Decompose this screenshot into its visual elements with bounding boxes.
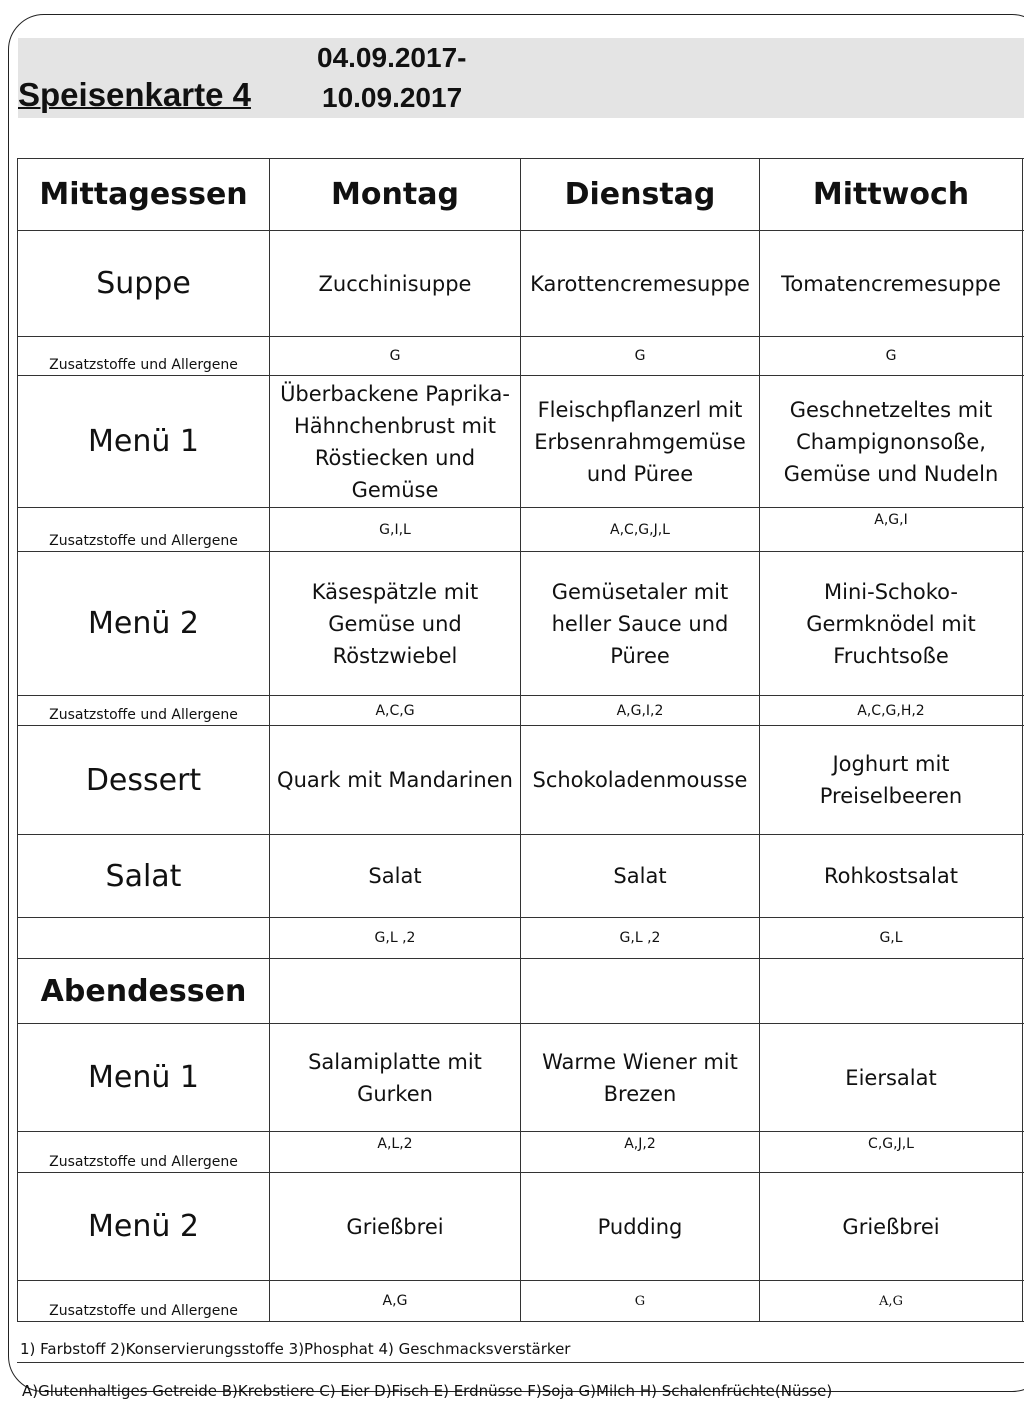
date-range-start: 04.09.2017-: [317, 42, 467, 73]
row-label-dessert: Dessert: [18, 726, 270, 835]
dish-salat-montag: Salat: [270, 835, 521, 918]
header-row: [18, 159, 1024, 231]
allergen-salat-montag: G,L ,2: [270, 918, 521, 959]
row-dinner-menu2: [18, 1173, 1024, 1281]
dish-dinner-menu1-montag: Salamiplatte mit Gurken: [270, 1024, 521, 1132]
allergen-menu2-dienstag: A,G,I,2: [521, 696, 760, 726]
row-allergen-menu1: [18, 508, 1024, 552]
row-menu1: [18, 376, 1024, 508]
dish-dessert-dienstag: Schokoladenmousse: [521, 726, 760, 835]
row-label-menu2: Menü 2: [18, 552, 270, 696]
dish-dinner-menu2-montag: Grießbrei: [270, 1173, 521, 1281]
header-day-montag: Montag: [270, 159, 521, 231]
dish-menu2-mittwoch: Mini-Schoko-Germknödel mit Fruchtsoße: [760, 552, 1023, 696]
row-allergen-menu2: [18, 696, 1024, 726]
allergen-dinner-menu2-mittwoch: A,G: [760, 1281, 1023, 1322]
dish-dinner-menu2-dienstag: Pudding: [521, 1173, 760, 1281]
dish-dessert-mittwoch: Joghurt mit Preiselbeeren: [760, 726, 1023, 835]
page-title: Speisenkarte 4: [18, 76, 251, 113]
allergen-menu1-mittwoch: A,G,I: [760, 508, 1023, 552]
row-dessert: [18, 726, 1024, 835]
row-menu2: [18, 552, 1024, 696]
allergen-dinner-menu1-dienstag: A,J,2: [521, 1132, 760, 1173]
dish-menu1-montag: Überbackene Paprika-Hähnchenbrust mit Röstiecken und Gemüse: [270, 376, 521, 508]
allergen-suppe-dienstag: G: [521, 337, 760, 376]
date-range-end: 10.09.2017: [322, 82, 463, 113]
dish-dinner-menu1-dienstag: Warme Wiener mit Brezen: [521, 1024, 760, 1132]
allergen-label: Zusatzstoffe und Allergene: [18, 508, 270, 552]
legend-additives: 1) Farbstoff 2)Konservierungsstoffe 3)Phosphat 4) Geschmacksverstärker: [20, 1340, 571, 1358]
row-dinner-menu1: [18, 1024, 1024, 1132]
dish-menu2-montag: Käsespätzle mit Gemüse und Röstzwiebel: [270, 552, 521, 696]
allergen-label: Zusatzstoffe und Allergene: [18, 1132, 270, 1173]
row-label-dinner-menu2: Menü 2: [18, 1173, 270, 1281]
allergen-dinner-menu2-montag: A,G: [270, 1281, 521, 1322]
legend-divider: [17, 1362, 1024, 1363]
dish-salat-mittwoch: Rohkostsalat: [760, 835, 1023, 918]
header-corner: Mittagessen: [18, 159, 270, 231]
allergen-salat-mittwoch: G,L: [760, 918, 1023, 959]
allergen-menu2-montag: A,C,G: [270, 696, 521, 726]
row-allergen-dinner-menu1: [18, 1132, 1024, 1173]
row-abendessen-heading: [18, 959, 1024, 1024]
allergen-dinner-menu1-montag: A,L,2: [270, 1132, 521, 1173]
allergen-menu2-mittwoch: A,C,G,H,2: [760, 696, 1023, 726]
dish-salat-dienstag: Salat: [521, 835, 760, 918]
allergen-label: Zusatzstoffe und Allergene: [18, 337, 270, 376]
row-allergen-dinner-menu2: [18, 1281, 1024, 1322]
menu-table: [17, 158, 1024, 1322]
row-allergen-salat: [18, 918, 1024, 959]
allergen-label: Zusatzstoffe und Allergene: [18, 1281, 270, 1322]
legend-allergens: A)Glutenhaltiges Getreide B)Krebstiere C) Eier D)Fisch E) Erdnüsse F)Soja G)Milch H) Schalenfrüchte(Nüsse): [22, 1382, 833, 1400]
dish-dessert-montag: Quark mit Mandarinen: [270, 726, 521, 835]
row-label-menu1: Menü 1: [18, 376, 270, 508]
dish-suppe-mittwoch: Tomatencremesuppe: [760, 231, 1023, 337]
allergen-dinner-menu1-mittwoch: C,G,J,L: [760, 1132, 1023, 1173]
dish-suppe-montag: Zucchinisuppe: [270, 231, 521, 337]
row-suppe: [18, 231, 1024, 337]
row-label-suppe: Suppe: [18, 231, 270, 337]
dish-suppe-dienstag: Karottencremesuppe: [521, 231, 760, 337]
allergen-salat-dienstag: G,L ,2: [521, 918, 760, 959]
row-salat: [18, 835, 1024, 918]
header-day-mittwoch: Mittwoch: [760, 159, 1023, 231]
allergen-label: Zusatzstoffe und Allergene: [18, 696, 270, 726]
dish-menu1-mittwoch: Geschnetzeltes mit Champignonsoße, Gemüse und Nudeln: [760, 376, 1023, 508]
header-day-dienstag: Dienstag: [521, 159, 760, 231]
dish-dinner-menu1-mittwoch: Eiersalat: [760, 1024, 1023, 1132]
row-label-salat: Salat: [18, 835, 270, 918]
row-label-dinner-menu1: Menü 1: [18, 1024, 270, 1132]
row-allergen-suppe: [18, 337, 1024, 376]
allergen-suppe-mittwoch: G: [760, 337, 1023, 376]
dish-menu1-dienstag: Fleischpflanzerl mit Erbsenrahmgemüse und Püree: [521, 376, 760, 508]
allergen-menu1-dienstag: A,C,G,J,L: [521, 508, 760, 552]
dish-menu2-dienstag: Gemüsetaler mit heller Sauce und Püree: [521, 552, 760, 696]
dish-dinner-menu2-mittwoch: Grießbrei: [760, 1173, 1023, 1281]
allergen-menu1-montag: G,I,L: [270, 508, 521, 552]
section-abendessen: Abendessen: [18, 959, 270, 1024]
allergen-dinner-menu2-dienstag: G: [521, 1281, 760, 1322]
allergen-suppe-montag: G: [270, 337, 521, 376]
